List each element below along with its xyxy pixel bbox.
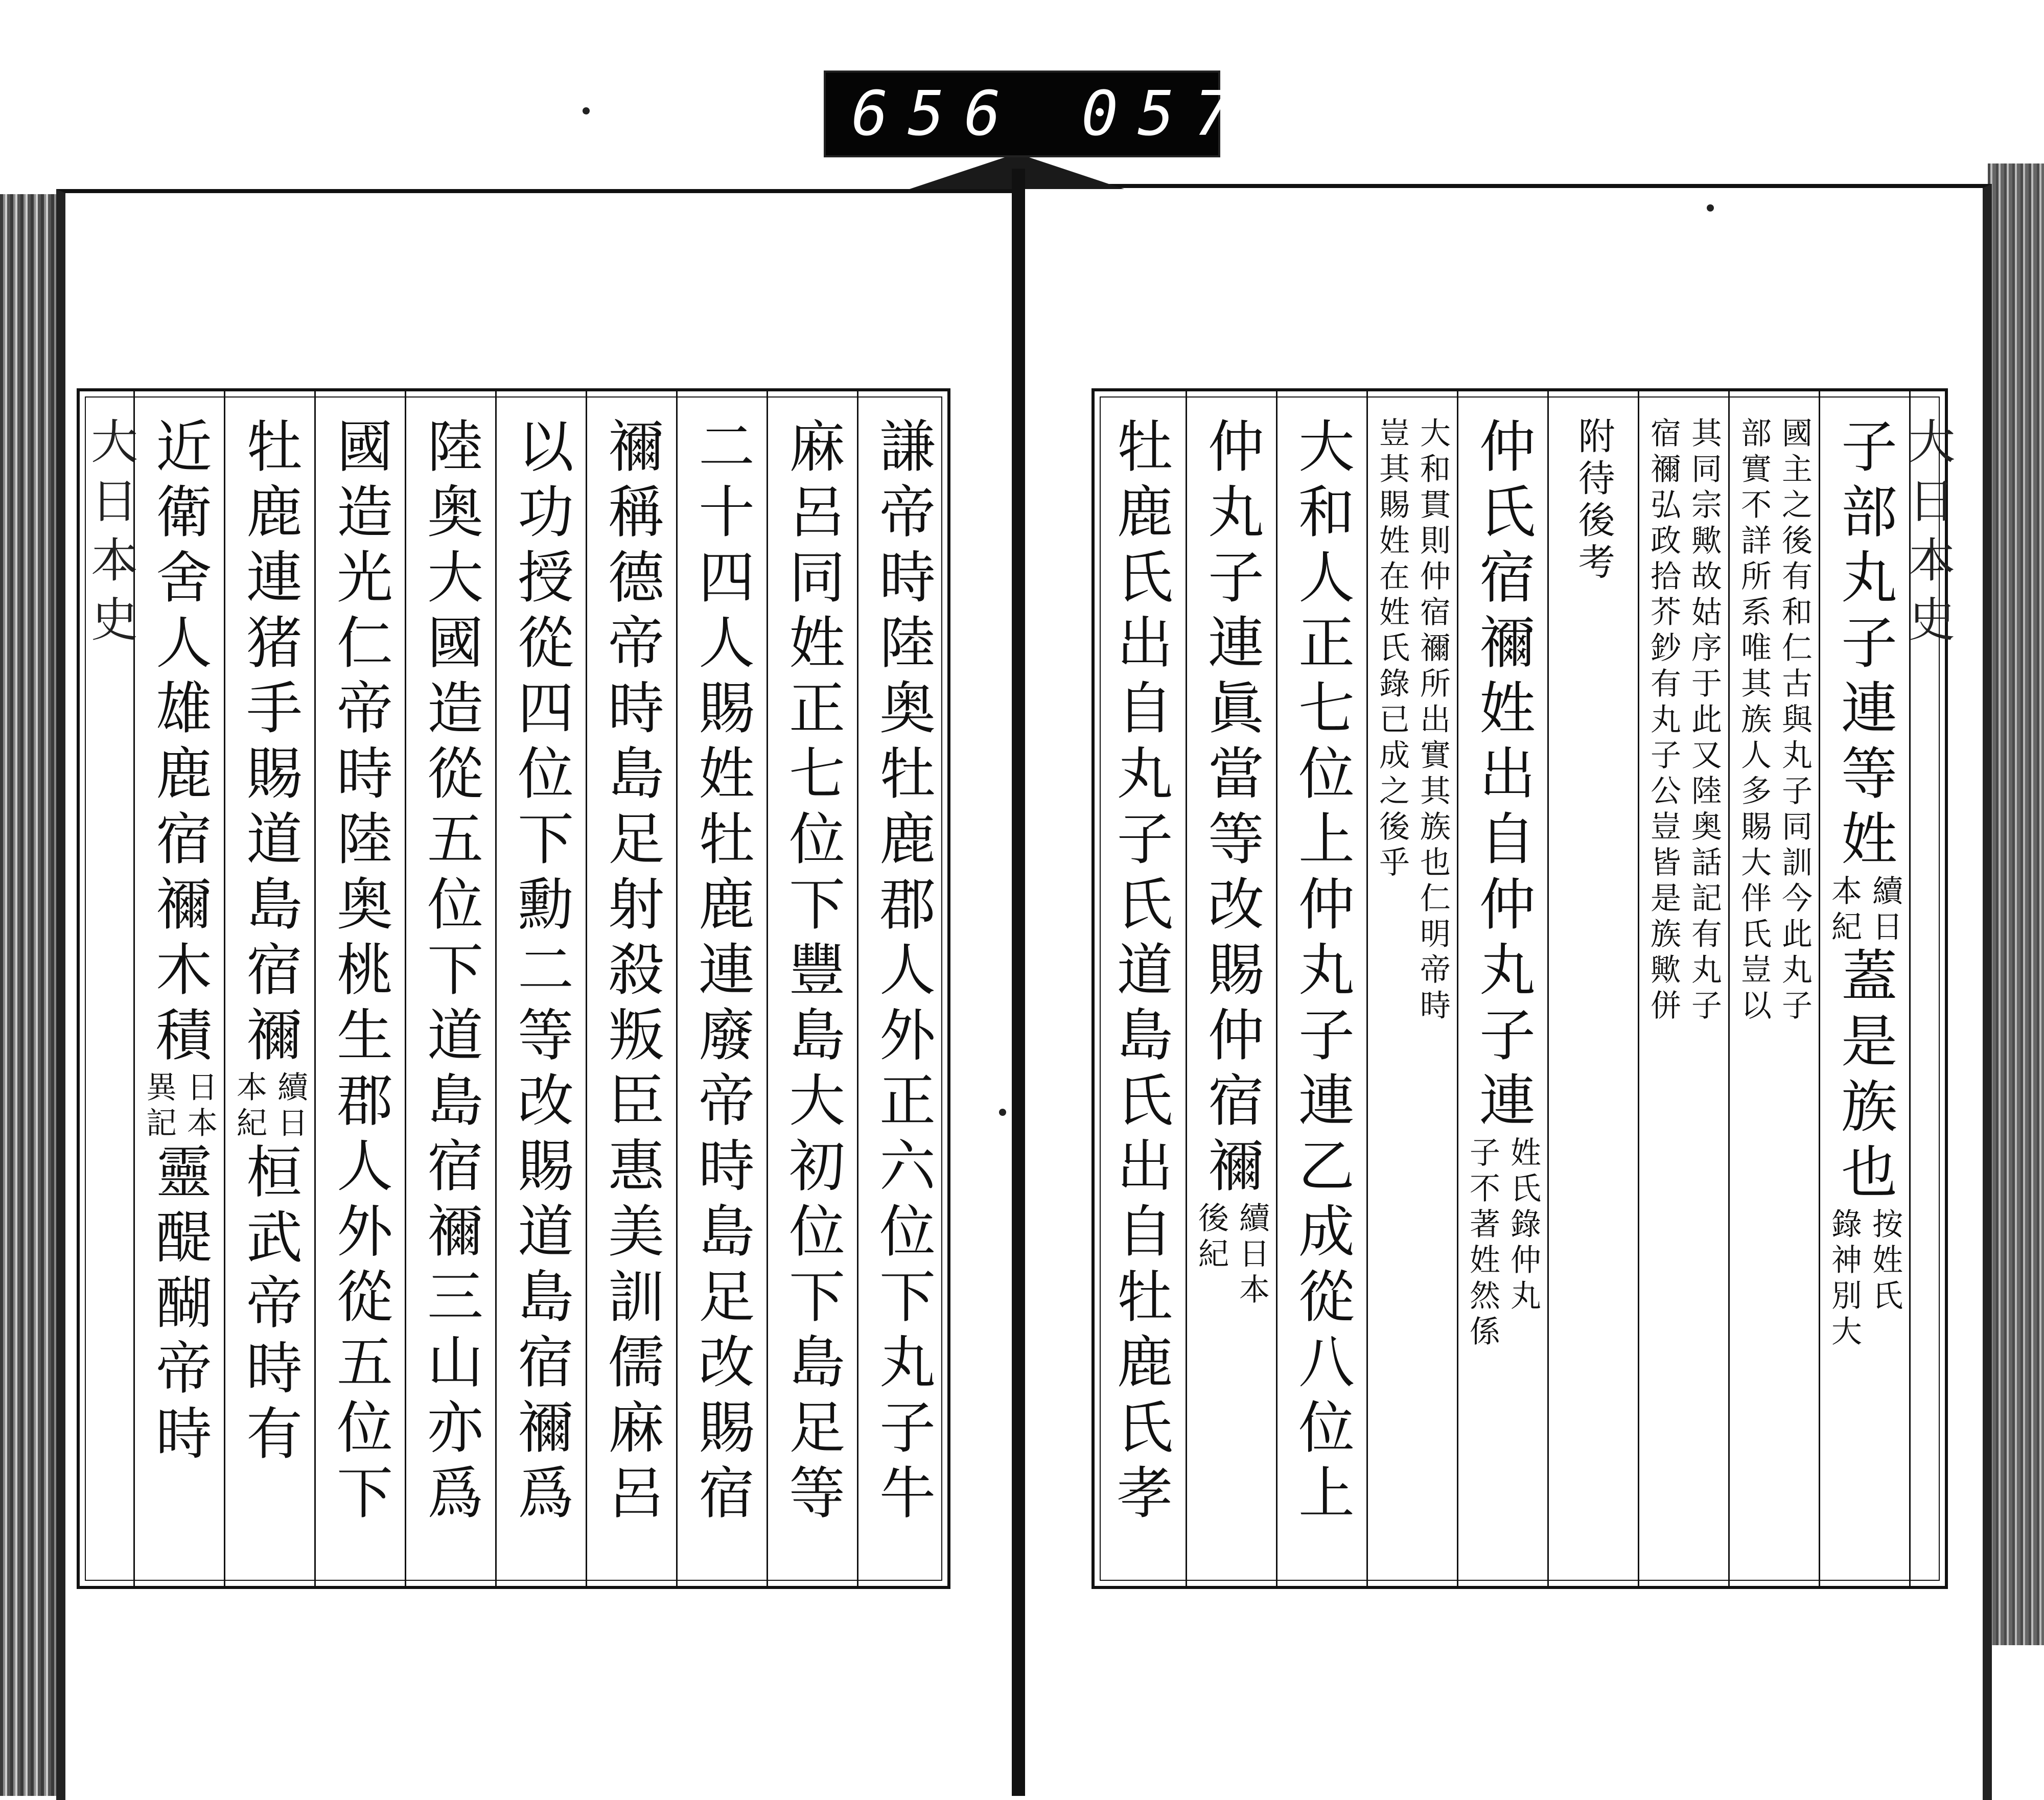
column-text: 麻呂同姓正七位下豐島大初位下島足等 [780, 417, 845, 1529]
note-line: 姓氏錄仲丸 [1505, 1136, 1541, 1315]
column-text: 子部丸子連等姓 [1832, 417, 1897, 875]
annotation-note [1827, 875, 1902, 946]
scan-speck [583, 107, 590, 114]
left-text-frame [77, 388, 950, 1589]
text-column [676, 391, 766, 1586]
margin-column [1900, 391, 1956, 1586]
text-column [495, 391, 586, 1586]
text-column [1547, 391, 1638, 1586]
note-line: 本紀 [1826, 875, 1862, 946]
note-column [1728, 391, 1819, 1586]
note-line: 子不著姓然係 [1465, 1136, 1500, 1351]
annotation-note [1646, 417, 1721, 1025]
margin-column [83, 391, 138, 1586]
note-column [1638, 391, 1728, 1586]
text-column [1276, 391, 1366, 1586]
scan-speck [1707, 204, 1714, 212]
column-text: 蓋是族也 [1832, 946, 1897, 1208]
note-column [1366, 391, 1457, 1586]
note-line: 續日本 [1234, 1202, 1270, 1309]
note-line: 國主之後有和仁古與丸子同訓今此丸子 [1777, 417, 1813, 1025]
text-column [1186, 391, 1276, 1586]
annotation-note [142, 1071, 217, 1142]
archive-label [824, 71, 1250, 157]
text-column [857, 391, 947, 1586]
text-column [766, 391, 857, 1586]
right-page-stack-edge [1988, 163, 2044, 1645]
book-gutter [1012, 169, 1025, 1796]
note-line: 後紀 [1193, 1202, 1229, 1273]
column-text: 謙帝時陸奥牡鹿郡人外正六位下丸子牛 [870, 417, 936, 1529]
note-line: 宿禰弘政拾芥鈔有丸子公豈皆是族歟併 [1645, 417, 1681, 1025]
text-column [224, 391, 314, 1586]
text-column [133, 391, 224, 1586]
note-line: 錄神別大 [1826, 1208, 1862, 1351]
column-text: 大和人正七位上仲丸子連乙成從八位上 [1289, 417, 1355, 1529]
text-column [586, 391, 676, 1586]
right-text-frame [1091, 388, 1956, 1589]
archive-number-a: 656 [851, 78, 1020, 150]
left-page-stack-edge [0, 194, 61, 1796]
note-line: 大和貫則仲宿禰所出實其族也仁明帝時 [1415, 417, 1451, 1025]
note-line: 按姓氏 [1867, 1208, 1903, 1315]
annotation-note [1827, 1208, 1902, 1351]
column-text: 二十四人賜姓牡鹿連廢帝時島足改賜宿 [689, 417, 755, 1529]
note-line: 續日 [272, 1071, 308, 1142]
annotation-note [1375, 417, 1450, 1025]
note-line: 豈其賜姓在姓氏錄已成之後乎 [1374, 417, 1410, 882]
column-text: 牡鹿連猪手賜道島宿禰 [237, 417, 303, 1071]
book-title-margin: 大日本史 [83, 417, 138, 654]
column-text: 牡鹿氏出自丸子氏道島氏出自牡鹿氏孝 [1107, 417, 1173, 1529]
annotation-note [233, 1071, 307, 1142]
text-column [314, 391, 405, 1586]
text-column [1095, 391, 1186, 1586]
text-column [1819, 391, 1909, 1586]
text-column [1457, 391, 1547, 1586]
column-text: 陸奥大國造從五位下道島宿禰三山亦爲 [418, 417, 483, 1529]
annotation-note [1737, 417, 1811, 1025]
column-text: 桓武帝時有 [237, 1142, 303, 1469]
column-text: 以功授從四位下勳二等改賜道島宿禰爲 [508, 417, 574, 1529]
note-line: 其同宗歟故姑序于此又陸奥話記有丸子 [1686, 417, 1722, 1025]
book-title-margin: 大日本史 [1900, 417, 1956, 654]
text-column [405, 391, 495, 1586]
scan-speck [999, 1109, 1006, 1116]
column-text: 附待後考 [1572, 417, 1615, 585]
annotation-note [1466, 1136, 1540, 1351]
note-line: 異記 [141, 1071, 177, 1142]
note-line: 續日 [1867, 875, 1903, 946]
note-line: 本紀 [231, 1071, 267, 1142]
column-text: 仲氏宿禰姓出自仲丸子連 [1470, 417, 1536, 1136]
note-line: 日本 [182, 1071, 218, 1142]
column-text: 仲丸子連眞當等改賜仲宿禰 [1199, 417, 1264, 1202]
column-text: 禰稱德帝時島足射殺叛臣惠美訓儒麻呂 [599, 417, 664, 1529]
column-text: 靈醍醐帝時 [147, 1142, 212, 1469]
annotation-note [1194, 1202, 1269, 1309]
column-text: 近衛舍人雄鹿宿禰木積 [147, 417, 212, 1071]
note-line: 部實不詳所系唯其族人多賜大伴氏豈以 [1736, 417, 1772, 1025]
column-text: 國造光仁帝時陸奥桃生郡人外從五位下 [328, 417, 393, 1529]
archive-number-b: 057 [1081, 78, 1250, 150]
